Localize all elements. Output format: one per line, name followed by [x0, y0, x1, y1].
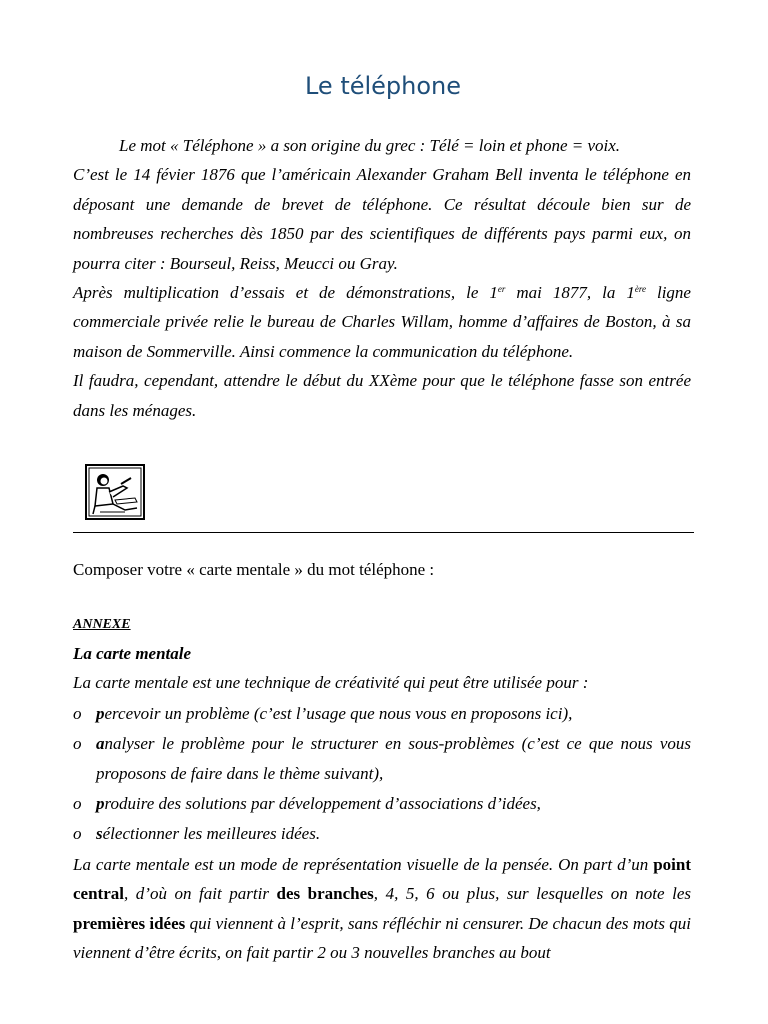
bullet-marker: o [73, 734, 82, 754]
intro-section [73, 131, 691, 425]
intro-p3-part-b: mai 1877, la 1 [505, 283, 635, 303]
description-text: qui viennent à l’esprit, sans réfléchir ni censurer. De chacun des mots qui viennent d’être écrits, on fait partir 2 ou 3 nouvelles branches au bout [73, 913, 691, 963]
intro-paragraph-1: Le mot « Téléphone » a son origine du grec : Télé = loin et phone = voix. [119, 136, 621, 155]
intro-p3-part-c: ligne commerciale privée relie le bureau de Charles Willam, homme d’affaires de Boston, à sa maison de Sommerville. Ainsi commence la communication du téléphone. [73, 283, 691, 361]
bullet-marker: o [73, 794, 82, 814]
superscript-er: er [497, 284, 506, 295]
intro-p3-part-a: Après multiplication d’essais et de démonstrations, le 1 [73, 283, 498, 303]
item-first-letter: p [96, 703, 105, 723]
intro-paragraph-2: C’est le 14 févier 1876 que l’américain Alexander Graham Bell inventa le téléphone en déposant une demande de brevet de téléphone. Ce résultat découle bien sur de nombreuses recherches dès 1850 par des scientifiques de différents pays parmi eux, on pourra citer : Bourseul, Reiss, Meucci ou Gray. [73, 165, 691, 273]
description-bold-point-central: point central [73, 854, 691, 904]
horizontal-divider [73, 532, 694, 533]
intro-paragraph-4: Il faudra, cependant, attendre le début du XXème pour que le téléphone fasse son entrée dans les ménages. [73, 371, 691, 420]
item-first-letter: a [96, 734, 105, 754]
intro-paragraph-3 [73, 278, 691, 366]
annexe-section [73, 639, 691, 967]
bullet-marker: o [73, 703, 82, 723]
item-text: nalyser le problème pour le structurer en sous-problèmes (c’est ce que nous vous proposons de faire dans le thème suivant), [96, 734, 691, 783]
item-text: roduire des solutions par développement d’associations d’idées, [104, 794, 541, 814]
description-bold-branches: des branches [276, 884, 374, 904]
annexe-subtitle: La carte mentale [73, 644, 192, 663]
person-writing-icon [85, 464, 145, 520]
item-text: électionner les meilleures idées. [102, 824, 321, 844]
annexe-description [73, 850, 691, 968]
page-title: Le téléphone [304, 72, 462, 100]
annexe-label: ANNEXE [73, 617, 131, 632]
description-bold-premieres-idees: premières idées [73, 913, 186, 933]
list-item [73, 699, 691, 728]
annexe-lead: La carte mentale est une technique de créativité qui peut être utilisée pour : [73, 673, 589, 693]
superscript-ere: ère [634, 284, 646, 295]
item-first-letter: p [96, 794, 105, 814]
item-text: ercevoir un problème (c’est l’usage que nous vous en proposons ici), [104, 703, 573, 723]
description-text: , d’où on fait partir [123, 884, 277, 904]
item-first-letter: s [96, 824, 103, 844]
list-item [73, 819, 691, 848]
list-item [73, 729, 691, 788]
annexe-bullet-list [73, 699, 691, 849]
description-text: La carte mentale est un mode de représentation visuelle de la pensée. On part d’un [73, 854, 654, 874]
bullet-marker: o [73, 824, 82, 844]
description-text: , 4, 5, 6 ou plus, sur lesquelles on note les [373, 884, 691, 904]
compose-instruction: Composer votre « carte mentale » du mot téléphone : [73, 560, 435, 579]
list-item [73, 789, 691, 818]
